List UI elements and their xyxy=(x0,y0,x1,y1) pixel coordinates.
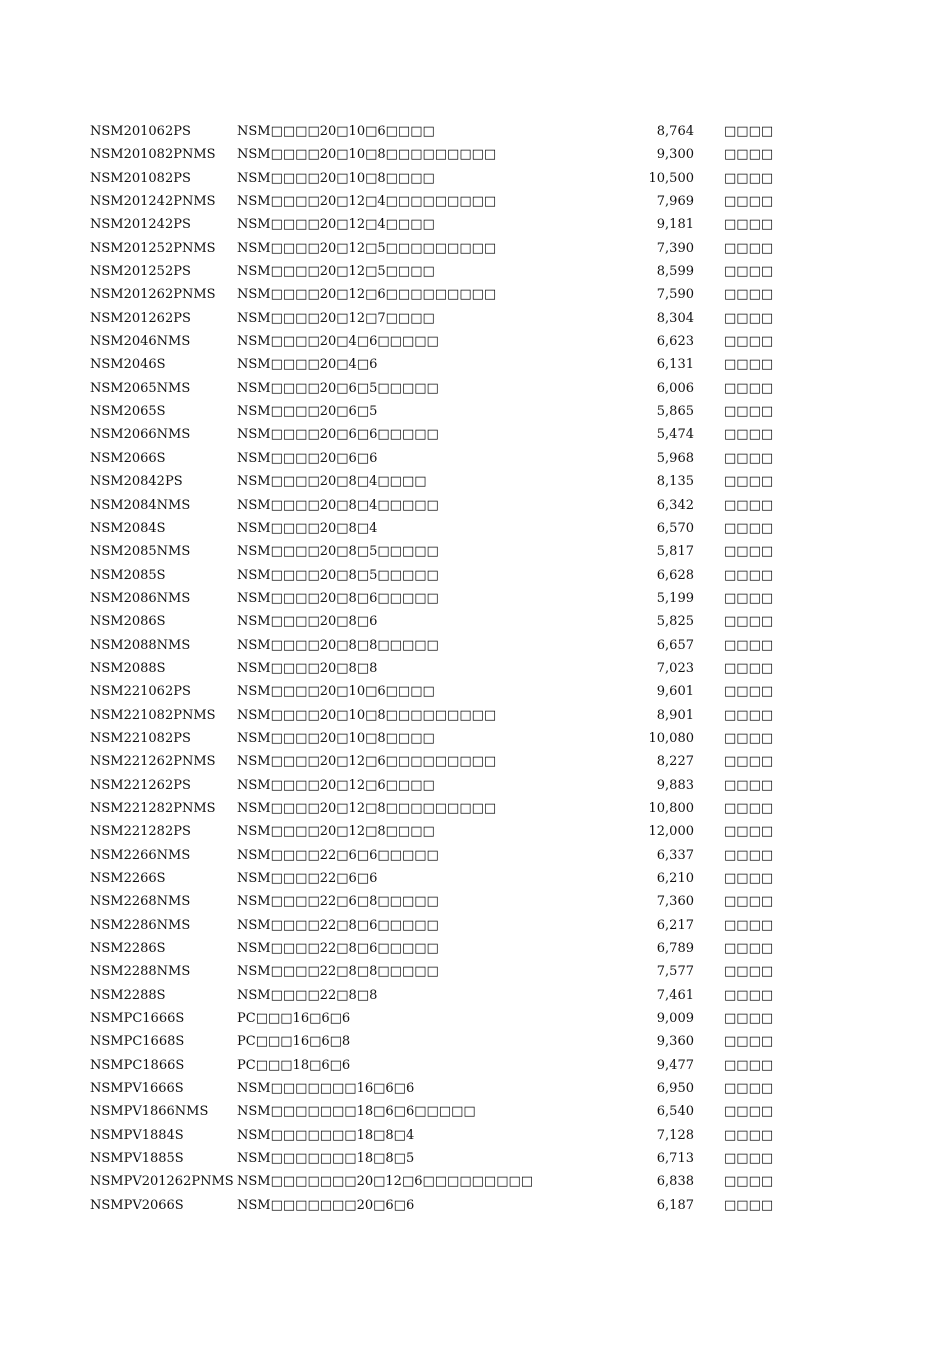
product-unit: □□□□ xyxy=(724,334,774,350)
product-code: NSM2046S xyxy=(90,357,166,373)
product-price: 9,009 xyxy=(656,1011,694,1027)
product-code: NSM2088S xyxy=(90,660,166,676)
product-unit: □□□□ xyxy=(724,1127,774,1143)
product-description: NSM□□□□20□12□6□□□□ xyxy=(237,777,435,793)
product-unit: □□□□ xyxy=(724,357,774,373)
product-unit: □□□□ xyxy=(724,824,774,840)
list-item xyxy=(90,283,790,306)
product-unit: □□□□ xyxy=(724,917,774,933)
product-price: 9,181 xyxy=(656,217,694,233)
product-code: NSMPC1666S xyxy=(90,1011,185,1027)
product-code: NSM2266S xyxy=(90,871,166,886)
list-item xyxy=(90,960,790,983)
product-unit: □□□□ xyxy=(724,147,774,163)
product-description: NSM□□□□20□4□6□□□□□ xyxy=(237,334,439,350)
product-description: NSM□□□□22□8□8 xyxy=(237,987,378,1003)
list-item xyxy=(90,213,790,236)
product-unit: □□□□ xyxy=(724,264,774,280)
product-code: NSM2084NMS xyxy=(90,497,191,513)
product-price: 6,570 xyxy=(656,520,694,536)
product-description: NSM□□□□20□8□4□□□□□ xyxy=(237,497,439,513)
product-description: PC□□□16□6□6 xyxy=(237,1011,351,1027)
list-item xyxy=(90,377,790,400)
product-unit: □□□□ xyxy=(724,1104,774,1120)
list-item xyxy=(90,890,790,913)
product-unit: □□□□ xyxy=(724,637,774,653)
product-price: 9,360 xyxy=(656,1034,694,1050)
product-unit: □□□□ xyxy=(724,684,774,700)
product-code: NSM201242PNMS xyxy=(90,194,216,210)
list-item xyxy=(90,1030,790,1053)
product-price: 5,199 xyxy=(656,590,694,606)
list-item xyxy=(90,704,790,727)
product-unit: □□□□ xyxy=(724,777,774,793)
product-price: 7,590 xyxy=(656,287,694,303)
product-description: NSM□□□□22□8□8□□□□□ xyxy=(237,964,439,980)
product-description: PC□□□18□6□6 xyxy=(237,1057,351,1073)
list-item xyxy=(90,1194,790,1217)
product-code: NSM221082PS xyxy=(90,730,191,746)
list-item xyxy=(90,984,790,1007)
product-unit: □□□□ xyxy=(724,1011,774,1027)
product-code: NSM221282PNMS xyxy=(90,800,216,816)
product-code: NSM2288NMS xyxy=(90,964,191,980)
product-description: NSM□□□□20□12□5□□□□ xyxy=(237,264,435,280)
product-price: 7,128 xyxy=(656,1127,694,1143)
product-price: 6,713 xyxy=(656,1151,694,1167)
product-code: NSM221282PS xyxy=(90,824,191,840)
list-item xyxy=(90,1054,790,1077)
product-price: 8,599 xyxy=(656,264,694,280)
product-price: 5,825 xyxy=(656,614,694,630)
product-description: NSM□□□□20□12□6□□□□□□□□□ xyxy=(237,754,497,770)
product-unit: □□□□ xyxy=(724,380,774,396)
product-code: NSM2066NMS xyxy=(90,427,191,443)
product-unit: □□□□ xyxy=(724,170,774,186)
product-price: 9,477 xyxy=(656,1057,694,1073)
product-unit: □□□□ xyxy=(724,614,774,630)
product-price: 5,817 xyxy=(656,544,694,560)
product-description: NSM□□□□□□□18□8□4 xyxy=(237,1127,415,1143)
product-code: NSM2286S xyxy=(90,941,166,957)
list-item xyxy=(90,470,790,493)
product-description: NSM□□□□22□8□6□□□□□ xyxy=(237,941,439,957)
product-price: 6,210 xyxy=(656,871,694,886)
product-unit: □□□□ xyxy=(724,730,774,746)
list-item xyxy=(90,423,790,446)
product-code: NSM2065S xyxy=(90,404,166,420)
product-price: 6,950 xyxy=(656,1081,694,1097)
product-description: NSM□□□□□□□20□6□6 xyxy=(237,1197,415,1213)
product-code: NSM2085NMS xyxy=(90,544,191,560)
product-price: 6,838 xyxy=(656,1174,694,1190)
product-price: 9,300 xyxy=(656,147,694,163)
list-item xyxy=(90,330,790,353)
product-description: NSM□□□□20□12□5□□□□□□□□□ xyxy=(237,240,497,256)
product-price: 10,500 xyxy=(648,170,694,186)
list-item xyxy=(90,610,790,633)
product-price: 10,080 xyxy=(648,730,694,746)
product-price: 7,023 xyxy=(656,660,694,676)
product-unit: □□□□ xyxy=(724,1057,774,1073)
product-price: 9,601 xyxy=(656,684,694,700)
product-description: NSM□□□□20□12□7□□□□ xyxy=(237,310,435,326)
list-item xyxy=(90,914,790,937)
product-price: 5,968 xyxy=(656,450,694,466)
product-description: NSM□□□□20□12□8□□□□□□□□□ xyxy=(237,800,497,816)
product-unit: □□□□ xyxy=(724,1151,774,1167)
list-item xyxy=(90,680,790,703)
list-item xyxy=(90,400,790,423)
list-item xyxy=(90,727,790,750)
product-price: 5,474 xyxy=(656,427,694,443)
product-unit: □□□□ xyxy=(724,1081,774,1097)
product-description: NSM□□□□20□6□6 xyxy=(237,450,378,466)
list-item xyxy=(90,750,790,773)
product-price: 8,135 xyxy=(656,474,694,490)
list-item xyxy=(90,307,790,330)
list-item xyxy=(90,517,790,540)
product-unit: □□□□ xyxy=(724,240,774,256)
product-description: NSM□□□□20□10□8□□□□□□□□□ xyxy=(237,707,497,723)
product-description: NSM□□□□22□8□6□□□□□ xyxy=(237,917,439,933)
product-description: NSM□□□□20□10□6□□□□ xyxy=(237,124,435,139)
product-code: NSM20842PS xyxy=(90,474,183,490)
product-unit: □□□□ xyxy=(724,660,774,676)
product-price: 6,623 xyxy=(656,334,694,350)
list-item xyxy=(90,867,790,890)
product-price: 6,187 xyxy=(656,1197,694,1213)
product-unit: □□□□ xyxy=(724,800,774,816)
product-price: 6,789 xyxy=(656,941,694,957)
product-description: NSM□□□□20□8□5□□□□□ xyxy=(237,544,439,560)
product-description: NSM□□□□20□10□8□□□□□□□□□ xyxy=(237,147,497,163)
product-description: NSM□□□□□□□16□6□6 xyxy=(237,1081,415,1097)
product-unit: □□□□ xyxy=(724,590,774,606)
product-code: NSM2266NMS xyxy=(90,847,191,863)
product-description: NSM□□□□□□□18□6□6□□□□□ xyxy=(237,1104,476,1120)
product-code: NSMPC1866S xyxy=(90,1057,185,1073)
product-price: 7,390 xyxy=(656,240,694,256)
product-price: 6,342 xyxy=(656,497,694,513)
product-unit: □□□□ xyxy=(724,474,774,490)
product-price: 6,131 xyxy=(656,357,694,373)
product-unit: □□□□ xyxy=(724,497,774,513)
product-price: 6,006 xyxy=(656,380,694,396)
product-price: 7,360 xyxy=(656,894,694,910)
list-item xyxy=(90,190,790,213)
product-price: 10,800 xyxy=(648,800,694,816)
list-item xyxy=(90,634,790,657)
product-description: NSM□□□□20□12□4□□□□□□□□□ xyxy=(237,194,497,210)
product-code: NSM221262PNMS xyxy=(90,754,216,770)
product-code: NSM201062PS xyxy=(90,124,191,139)
product-code: NSMPV2066S xyxy=(90,1197,184,1213)
product-description: NSM□□□□20□12□8□□□□ xyxy=(237,824,435,840)
product-code: NSM2065NMS xyxy=(90,380,191,396)
list-item xyxy=(90,260,790,283)
product-price: 8,764 xyxy=(656,124,694,139)
product-price: 7,577 xyxy=(656,964,694,980)
list-item xyxy=(90,447,790,470)
list-item xyxy=(90,120,790,143)
product-description: NSM□□□□□□□20□12□6□□□□□□□□□ xyxy=(237,1174,534,1190)
list-item xyxy=(90,564,790,587)
product-code: NSM2288S xyxy=(90,987,166,1003)
list-item xyxy=(90,1077,790,1100)
list-item xyxy=(90,657,790,680)
list-item xyxy=(90,540,790,563)
product-price: 8,901 xyxy=(656,707,694,723)
product-unit: □□□□ xyxy=(724,520,774,536)
product-code: NSM2086NMS xyxy=(90,590,191,606)
product-unit: □□□□ xyxy=(724,404,774,420)
list-item xyxy=(90,937,790,960)
product-price: 6,540 xyxy=(656,1104,694,1120)
product-price: 6,657 xyxy=(656,637,694,653)
product-unit: □□□□ xyxy=(724,707,774,723)
list-item xyxy=(90,237,790,260)
product-unit: □□□□ xyxy=(724,310,774,326)
product-code: NSM2085S xyxy=(90,567,166,583)
product-description: NSM□□□□20□8□4□□□□ xyxy=(237,474,427,490)
product-unit: □□□□ xyxy=(724,847,774,863)
product-description: NSM□□□□20□8□5□□□□□ xyxy=(237,567,439,583)
product-price: 8,304 xyxy=(656,310,694,326)
product-unit: □□□□ xyxy=(724,987,774,1003)
product-description: NSM□□□□20□6□5 xyxy=(237,404,378,420)
list-item xyxy=(90,1100,790,1123)
product-code: NSM221062PS xyxy=(90,684,191,700)
product-price: 6,628 xyxy=(656,567,694,583)
product-description: NSM□□□□20□4□6 xyxy=(237,357,378,373)
product-code: NSM201252PS xyxy=(90,264,191,280)
product-price: 7,969 xyxy=(656,194,694,210)
product-description: NSM□□□□20□8□8 xyxy=(237,660,378,676)
product-price: 9,883 xyxy=(656,777,694,793)
product-description: NSM□□□□20□10□8□□□□ xyxy=(237,170,435,186)
list-item xyxy=(90,587,790,610)
product-description: NSM□□□□□□□18□8□5 xyxy=(237,1151,415,1167)
product-unit: □□□□ xyxy=(724,1174,774,1190)
product-code: NSM2286NMS xyxy=(90,917,191,933)
product-description: NSM□□□□20□12□6□□□□□□□□□ xyxy=(237,287,497,303)
product-unit: □□□□ xyxy=(724,941,774,957)
product-unit: □□□□ xyxy=(724,964,774,980)
product-unit: □□□□ xyxy=(724,1034,774,1050)
product-code: NSM221082PNMS xyxy=(90,707,216,723)
product-description: NSM□□□□20□12□4□□□□ xyxy=(237,217,435,233)
product-code: NSM201252PNMS xyxy=(90,240,216,256)
product-unit: □□□□ xyxy=(724,567,774,583)
product-unit: □□□□ xyxy=(724,544,774,560)
list-item xyxy=(90,844,790,867)
product-unit: □□□□ xyxy=(724,124,774,139)
price-list-document xyxy=(90,120,790,1217)
product-code: NSMPV1866NMS xyxy=(90,1104,209,1120)
product-description: NSM□□□□20□8□4 xyxy=(237,520,378,536)
product-description: NSM□□□□20□10□6□□□□ xyxy=(237,684,435,700)
product-description: NSM□□□□20□6□5□□□□□ xyxy=(237,380,439,396)
list-item xyxy=(90,494,790,517)
list-item xyxy=(90,774,790,797)
list-item xyxy=(90,167,790,190)
product-code: NSM221262PS xyxy=(90,777,191,793)
product-unit: □□□□ xyxy=(724,287,774,303)
product-unit: □□□□ xyxy=(724,194,774,210)
product-description: NSM□□□□20□8□6□□□□□ xyxy=(237,590,439,606)
list-item xyxy=(90,1124,790,1147)
product-unit: □□□□ xyxy=(724,754,774,770)
product-unit: □□□□ xyxy=(724,217,774,233)
product-unit: □□□□ xyxy=(724,871,774,886)
product-description: PC□□□16□6□8 xyxy=(237,1034,351,1050)
product-description: NSM□□□□22□6□6 xyxy=(237,871,378,886)
list-item xyxy=(90,143,790,166)
product-description: NSM□□□□20□8□8□□□□□ xyxy=(237,637,439,653)
product-price: 6,217 xyxy=(656,917,694,933)
list-item xyxy=(90,353,790,376)
product-code: NSM2066S xyxy=(90,450,166,466)
list-item xyxy=(90,1170,790,1193)
product-code: NSMPV201262PNMS xyxy=(90,1174,234,1190)
product-code: NSMPV1885S xyxy=(90,1151,184,1167)
product-description: NSM□□□□22□6□8□□□□□ xyxy=(237,894,439,910)
product-code: NSM2088NMS xyxy=(90,637,191,653)
product-code: NSM2086S xyxy=(90,614,166,630)
list-item xyxy=(90,820,790,843)
product-price: 12,000 xyxy=(648,824,694,840)
product-description: NSM□□□□20□8□6 xyxy=(237,614,378,630)
product-code: NSM2084S xyxy=(90,520,166,536)
list-item xyxy=(90,1007,790,1030)
product-unit: □□□□ xyxy=(724,1197,774,1213)
product-code: NSM201262PS xyxy=(90,310,191,326)
product-description: NSM□□□□22□6□6□□□□□ xyxy=(237,847,439,863)
list-item xyxy=(90,797,790,820)
product-code: NSM201262PNMS xyxy=(90,287,216,303)
product-code: NSM2046NMS xyxy=(90,334,191,350)
product-code: NSM201082PNMS xyxy=(90,147,216,163)
product-description: NSM□□□□20□6□6□□□□□ xyxy=(237,427,439,443)
product-price: 8,227 xyxy=(656,754,694,770)
product-code: NSM201082PS xyxy=(90,170,191,186)
product-code: NSM201242PS xyxy=(90,217,191,233)
product-code: NSMPC1668S xyxy=(90,1034,185,1050)
product-unit: □□□□ xyxy=(724,894,774,910)
product-price: 5,865 xyxy=(656,404,694,420)
product-code: NSMPV1884S xyxy=(90,1127,184,1143)
product-unit: □□□□ xyxy=(724,427,774,443)
product-unit: □□□□ xyxy=(724,450,774,466)
list-item xyxy=(90,1147,790,1170)
product-price: 6,337 xyxy=(656,847,694,863)
product-price: 7,461 xyxy=(656,987,694,1003)
product-code: NSM2268NMS xyxy=(90,894,191,910)
product-description: NSM□□□□20□10□8□□□□ xyxy=(237,730,435,746)
product-code: NSMPV1666S xyxy=(90,1081,184,1097)
